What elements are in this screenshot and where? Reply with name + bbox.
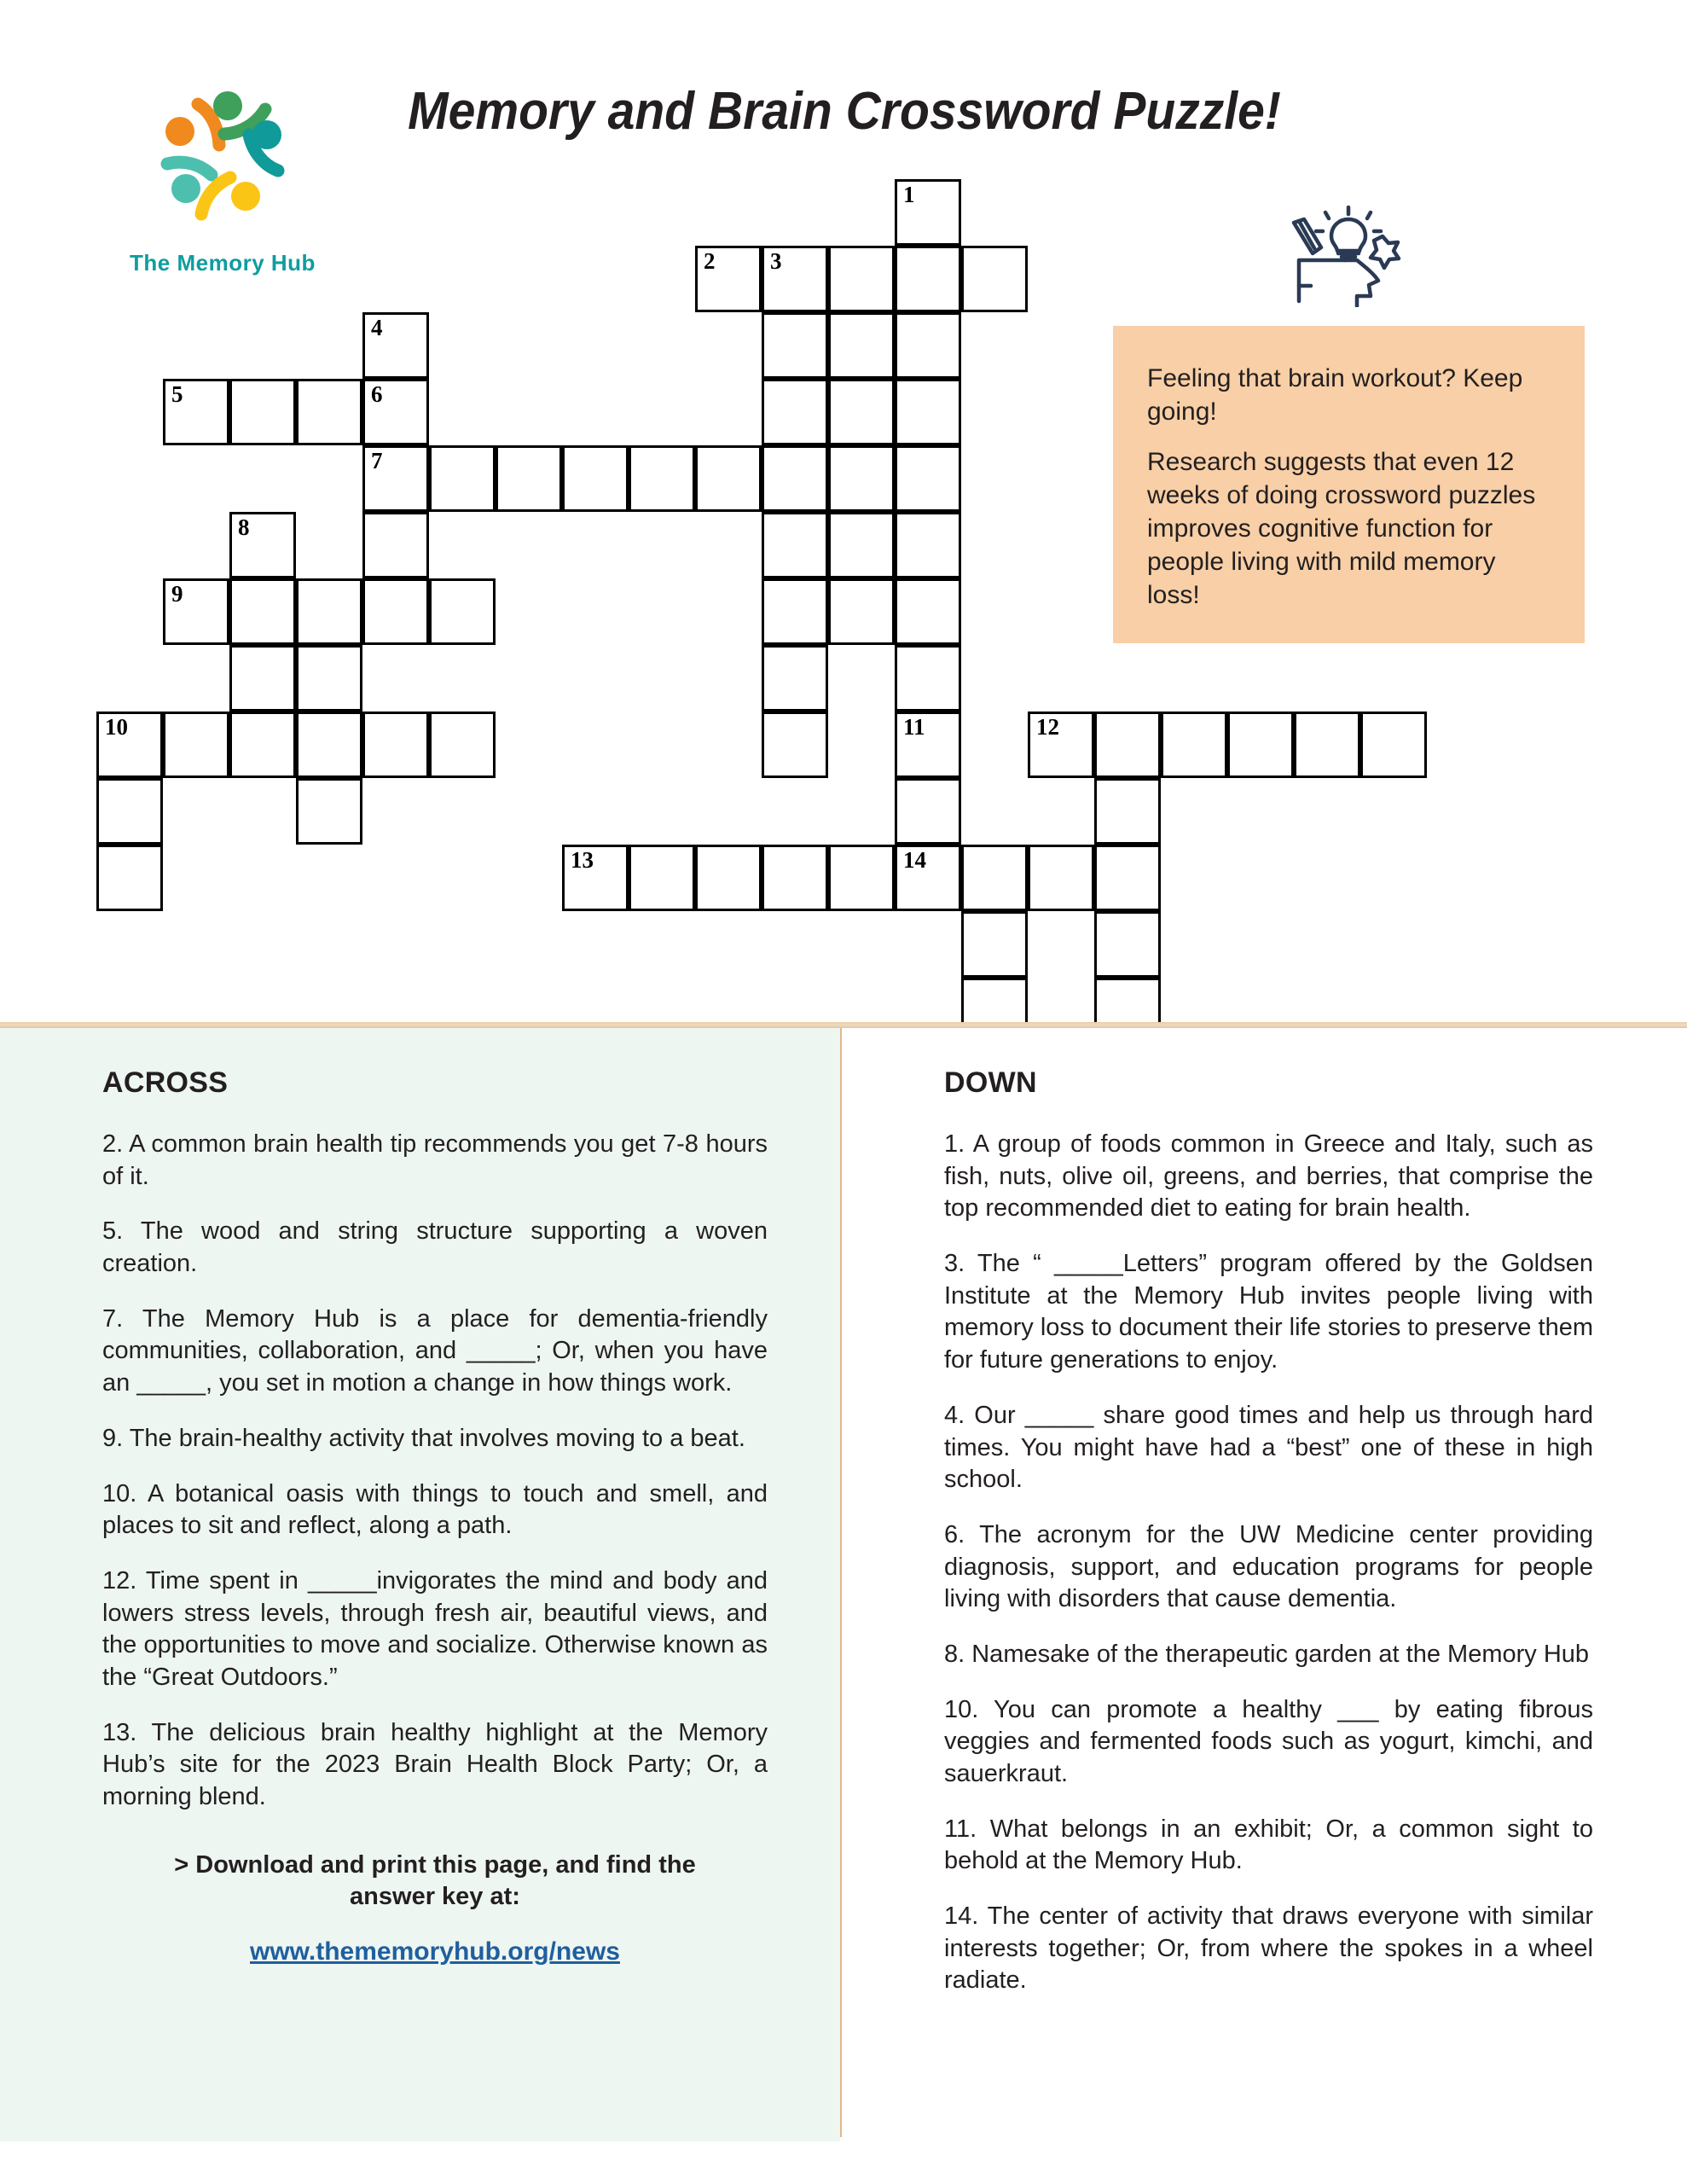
- crossword-cell-12[interactable]: [1028, 712, 1094, 778]
- across-clues-panel: [0, 1028, 840, 2141]
- down-clue: 6. The acronym for the UW Medicine center providing diagnosis, support, and education programs for people living with disorders that cause dementia.: [944, 1520, 1593, 1613]
- crossword-cell[interactable]: [562, 445, 629, 512]
- crossword-cell[interactable]: [895, 445, 961, 512]
- crossword-cell[interactable]: [828, 246, 895, 312]
- crossword-cell[interactable]: [296, 712, 362, 778]
- crossword-cell-1[interactable]: [895, 179, 961, 246]
- crossword-cell[interactable]: [296, 379, 362, 445]
- crossword-cell[interactable]: [1094, 712, 1161, 778]
- across-clue: 7. The Memory Hub is a place for dementia-friendly communities, collaboration, and _____; Or, when you have an _____, you set in motion a change in how things work.: [102, 1304, 768, 1397]
- cell-number: 8: [238, 514, 250, 540]
- crossword-cell[interactable]: [762, 379, 828, 445]
- crossword-cell[interactable]: [762, 578, 828, 645]
- across-clue: 2. A common brain health tip recommends you get 7-8 hours of it.: [102, 1130, 768, 1190]
- across-clue: 10. A botanical oasis with things to touch and smell, and places to sit and reflect, along a path.: [102, 1479, 768, 1540]
- down-clue: 11. What belongs in an exhibit; Or, a common sight to behold at the Memory Hub.: [944, 1815, 1593, 1875]
- across-clue: 5. The wood and string structure supporting a woven creation.: [102, 1217, 768, 1278]
- crossword-cell[interactable]: [828, 379, 895, 445]
- crossword-cell[interactable]: [762, 712, 828, 778]
- crossword-cell[interactable]: [496, 445, 562, 512]
- down-clue: 4. Our _____ share good times and help us through hard times. You might have had a “best” one of these in high school.: [944, 1401, 1593, 1494]
- cell-number: 4: [371, 315, 383, 340]
- crossword-cell[interactable]: [429, 445, 496, 512]
- down-clue-list: [944, 1129, 1593, 1997]
- across-heading: ACROSS: [102, 1066, 229, 1099]
- crossword-cell[interactable]: [1094, 778, 1161, 845]
- cell-number: 11: [903, 714, 925, 740]
- cell-number: 2: [704, 248, 716, 274]
- crossword-cell[interactable]: [1094, 911, 1161, 978]
- crossword-cell[interactable]: [362, 712, 429, 778]
- down-heading: DOWN: [944, 1066, 1037, 1099]
- info-box-paragraph-2: Research suggests that even 12 weeks of doing crossword puzzles improves cognitive function for people living with mild memory loss!: [1147, 448, 1536, 609]
- crossword-cell[interactable]: [163, 712, 229, 778]
- crossword-cell[interactable]: [762, 312, 828, 379]
- crossword-cell-3[interactable]: [762, 246, 828, 312]
- crossword-cell[interactable]: [629, 445, 695, 512]
- crossword-cell[interactable]: [629, 845, 695, 911]
- crossword-cell[interactable]: [961, 845, 1028, 911]
- cell-number: 3: [770, 248, 782, 274]
- crossword-cell[interactable]: [895, 645, 961, 712]
- crossword-cell[interactable]: [1094, 845, 1161, 911]
- crossword-cell[interactable]: [1360, 712, 1427, 778]
- cell-number: 1: [903, 182, 915, 207]
- down-clue: 3. The “ _____Letters” program offered by the Goldsen Institute at the Memory Hub invites people living with memory loss to document their life stories to preserve them for future generations to enjoy.: [944, 1250, 1593, 1374]
- crossword-cell-14[interactable]: [895, 845, 961, 911]
- crossword-cell[interactable]: [1028, 845, 1094, 911]
- down-clue: 10. You can promote a healthy ___ by eating fibrous veggies and fermented foods such as yogurt, kimchi, and sauerkraut.: [944, 1695, 1593, 1787]
- crossword-cell[interactable]: [96, 845, 163, 911]
- down-clue: 14. The center of activity that draws everyone with similar interests together; Or, from where the spokes in a wheel radiate.: [944, 1902, 1593, 1995]
- crossword-cell[interactable]: [429, 712, 496, 778]
- crossword-cell[interactable]: [895, 312, 961, 379]
- crossword-cell[interactable]: [828, 312, 895, 379]
- crossword-cell-13[interactable]: [562, 845, 629, 911]
- crossword-cell-2[interactable]: [695, 246, 762, 312]
- info-box-paragraph-1: Feeling that brain workout? Keep going!: [1147, 364, 1523, 426]
- across-clue-list: [102, 1129, 768, 1814]
- crossword-cell[interactable]: [1227, 712, 1294, 778]
- across-clue: 9. The brain-healthy activity that involves moving to a beat.: [102, 1424, 745, 1452]
- crossword-cell[interactable]: [762, 445, 828, 512]
- memory-hub-logo-text: The Memory Hub: [130, 250, 316, 276]
- crossword-cell[interactable]: [96, 778, 163, 845]
- crossword-cell[interactable]: [229, 379, 296, 445]
- crossword-cell[interactable]: [895, 379, 961, 445]
- download-cta-text: > Download and print this page, and find the answer key at:: [174, 1850, 696, 1911]
- crossword-cell[interactable]: [229, 712, 296, 778]
- crossword-cell-5[interactable]: [163, 379, 229, 445]
- cell-number: 5: [171, 381, 183, 407]
- page-title: Memory and Brain Crossword Puzzle!: [408, 82, 1281, 141]
- horizontal-divider: [0, 1022, 1687, 1028]
- crossword-cell[interactable]: [828, 445, 895, 512]
- crossword-cell[interactable]: [895, 778, 961, 845]
- crossword-cell[interactable]: [1294, 712, 1360, 778]
- crossword-cell[interactable]: [762, 512, 828, 578]
- crossword-cell-11[interactable]: [895, 712, 961, 778]
- page-header: [0, 0, 1687, 1024]
- crossword-cell-4[interactable]: [362, 312, 429, 379]
- crossword-cell[interactable]: [296, 778, 362, 845]
- across-clue: 12. Time spent in _____invigorates the mind and body and lowers stress levels, through fresh air, beautiful views, and the opportunities to move and socialize. Otherwise known as the “Great Outdoors.”: [102, 1566, 768, 1691]
- crossword-cell[interactable]: [895, 512, 961, 578]
- down-clue: 1. A group of foods common in Greece and Italy, such as fish, nuts, olive oil, greens, and berries, that comprise the top recommended diet to eating for brain health.: [944, 1130, 1593, 1223]
- cell-number: 9: [171, 581, 183, 607]
- down-clues-panel: [842, 1028, 1687, 2141]
- cell-number: 13: [571, 847, 594, 873]
- crossword-cell-10[interactable]: [96, 712, 163, 778]
- cell-number: 6: [371, 381, 383, 407]
- cell-number: 12: [1036, 714, 1059, 740]
- crossword-cell-7[interactable]: [362, 445, 429, 512]
- crossword-cell[interactable]: [828, 578, 895, 645]
- across-clue: 13. The delicious brain healthy highlight at the Memory Hub’s site for the 2023 Brain Health Block Party; Or, a morning blend.: [102, 1718, 768, 1810]
- crossword-cell-9[interactable]: [163, 578, 229, 645]
- answer-key-link[interactable]: www.thememoryhub.org/news: [250, 1937, 620, 1966]
- crossword-cell[interactable]: [429, 578, 496, 645]
- crossword-cell[interactable]: [296, 578, 362, 645]
- crossword-cell[interactable]: [828, 845, 895, 911]
- crossword-cell[interactable]: [895, 578, 961, 645]
- cell-number: 10: [105, 714, 128, 740]
- crossword-cell[interactable]: [1161, 712, 1227, 778]
- crossword-cell[interactable]: [695, 445, 762, 512]
- down-clue: 8. Namesake of the therapeutic garden at the Memory Hub: [944, 1640, 1590, 1668]
- crossword-cell[interactable]: [762, 845, 828, 911]
- crossword-cell[interactable]: [762, 645, 828, 712]
- crossword-grid[interactable]: [0, 0, 1687, 1024]
- cell-number: 7: [371, 448, 383, 473]
- crossword-cell[interactable]: [229, 645, 296, 712]
- crossword-cell[interactable]: [362, 578, 429, 645]
- crossword-cell[interactable]: [828, 512, 895, 578]
- crossword-cell-8[interactable]: [229, 512, 296, 578]
- crossword-cell[interactable]: [961, 911, 1028, 978]
- crossword-cell[interactable]: [961, 246, 1028, 312]
- crossword-cell[interactable]: [296, 645, 362, 712]
- crossword-cell[interactable]: [695, 845, 762, 911]
- crossword-cell[interactable]: [229, 578, 296, 645]
- cell-number: 14: [903, 847, 926, 873]
- crossword-cell-6[interactable]: [362, 379, 429, 445]
- crossword-cell[interactable]: [895, 246, 961, 312]
- crossword-cell[interactable]: [362, 512, 429, 578]
